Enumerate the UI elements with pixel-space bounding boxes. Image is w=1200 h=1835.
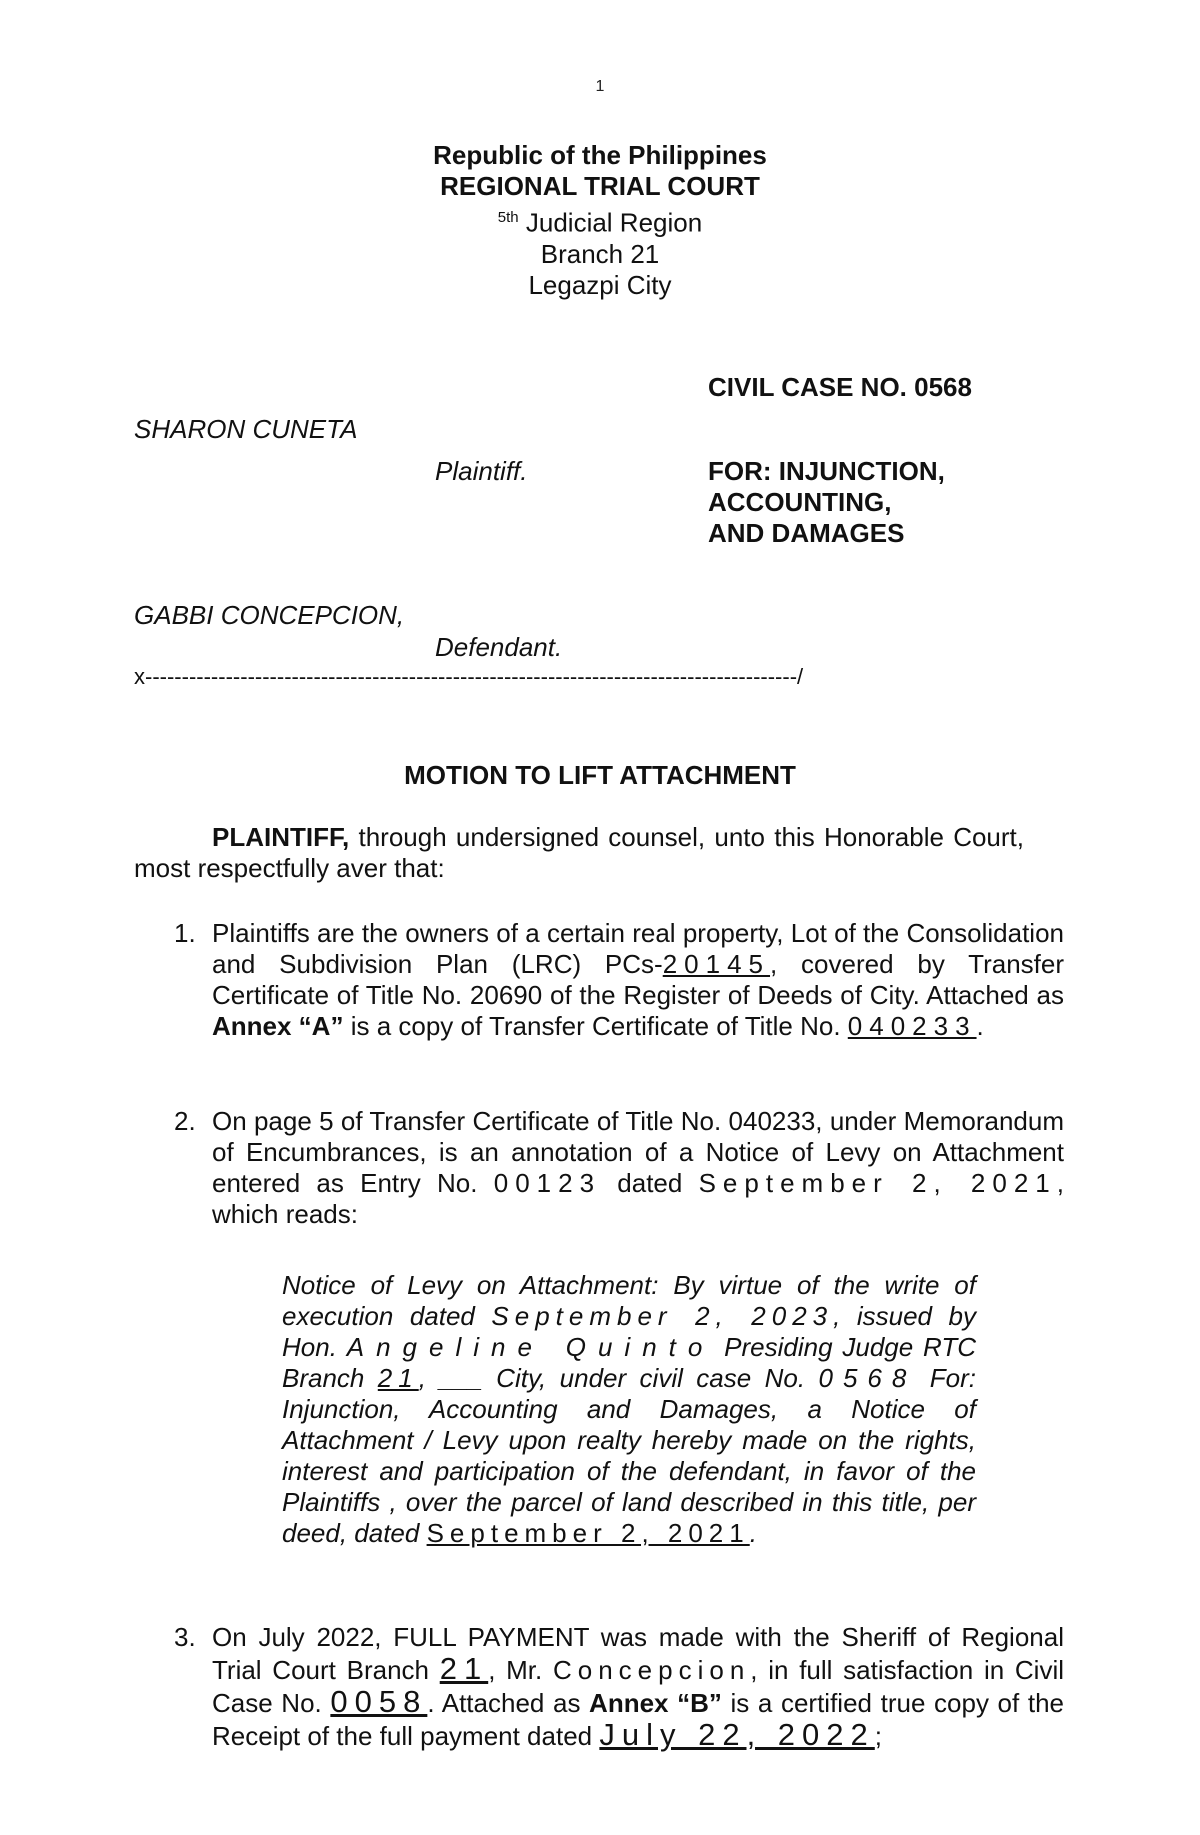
annex-b-label: Annex “B”	[589, 1688, 722, 1718]
court-header	[0, 140, 1200, 301]
branch-heading: Branch 21	[540, 238, 660, 269]
intro-paragraph	[134, 822, 1024, 884]
sheriff-name: Concepcion	[552, 1655, 751, 1685]
intro-party: PLAINTIFF,	[212, 822, 350, 852]
annex-a-label: Annex “A”	[212, 1011, 344, 1041]
quote-branch-number: 21	[377, 1363, 419, 1393]
item-1-number: 1.	[174, 918, 196, 948]
quote-city-blank: ___	[439, 1363, 483, 1393]
quote-execution-date: September 2, 2023	[491, 1301, 834, 1331]
page-number: 1	[595, 78, 605, 95]
case-subject-line-1: FOR: INJUNCTION,	[708, 456, 945, 486]
branch-number: 21	[439, 1651, 489, 1686]
item-3-number: 3.	[174, 1622, 196, 1652]
region-ordinal: 5th	[497, 209, 519, 226]
case-subject-line-2: ACCOUNTING,	[708, 487, 892, 517]
plan-number: 20145	[662, 949, 771, 979]
plaintiff-name: SHARON CUNETA	[134, 414, 358, 444]
item-2-text: On page 5 of Transfer Certificate of Title No. 040233, under Memorandum of Encumbrances, is an annotation of a Notice of Levy on Attachment entered as Entry No. 00123 dated September 2, 2021, which reads:	[212, 1106, 1065, 1229]
region-text: Judicial Region	[525, 207, 703, 238]
case-number: CIVIL CASE NO. 0568	[708, 372, 972, 402]
item-2-number: 2.	[174, 1106, 196, 1136]
annotation-quote: Notice of Levy on Attachment: By virtue of the write of execution dated September 2, 2023, issued by Hon. Angeline Quinto Presiding Judge RTC Branch 21, ___ City, under civil case No. 0568 For: Injunction, Accounting and Damages, a Notice of Attachment / Levy upon realty hereby made on the rights, interest and participation of the defendant, in favor of the Plaintiffs , over the parcel of land described in this title, per deed, dated September 2, 2021.	[282, 1270, 976, 1548]
plaintiff-label: Plaintiff.	[435, 456, 528, 486]
caption-separator: x-----------------------------------------------------------------------------------------/	[134, 664, 804, 689]
civil-case-number: 0058	[330, 1684, 428, 1719]
case-subject	[708, 456, 945, 549]
quote-deed-date: September 2, 2021	[426, 1518, 750, 1548]
city-heading: Legazpi City	[528, 269, 672, 300]
intro-text: through undersigned counsel, unto this Honorable Court, most respectfully aver that:	[134, 822, 1024, 883]
item-1-text: Plaintiffs are the owners of a certain real property, Lot of the Consolidation and Subdivision Plan (LRC) PCs-20145, covered by Transfer Certificate of Title No. 20690 of the Register of Deeds of City. Attached as Annex “A” is a copy of Transfer Certificate of Title No. 040233.	[212, 918, 1064, 1041]
republic-heading: Republic of the Philippines	[433, 140, 767, 170]
entry-number: 00123	[493, 1168, 602, 1198]
tct-number: 040233	[847, 1011, 977, 1041]
item-3-text: On July 2022, FULL PAYMENT was made with the Sheriff of Regional Trial Court Branch 21, Mr. Concepcion, in full satisfaction in Civil Case No. 0058. Attached as Annex “B” is a certified true copy of the Receipt of the full payment dated July 22, 2022;	[212, 1622, 1065, 1752]
defendant-label: Defendant.	[435, 632, 563, 662]
receipt-date: July 22, 2022	[599, 1717, 875, 1752]
quote-judge-name: Angeline Quinto	[346, 1332, 715, 1362]
defendant-name: GABBI CONCEPCION,	[134, 600, 405, 630]
quote-case-number: 0568	[818, 1363, 917, 1393]
entry-date: September 2, 2021	[698, 1168, 1057, 1198]
region-heading	[0, 202, 1200, 239]
document-title: MOTION TO LIFT ATTACHMENT	[404, 760, 796, 790]
case-subject-line-3: AND DAMAGES	[708, 518, 905, 548]
court-heading: REGIONAL TRIAL COURT	[440, 171, 760, 201]
